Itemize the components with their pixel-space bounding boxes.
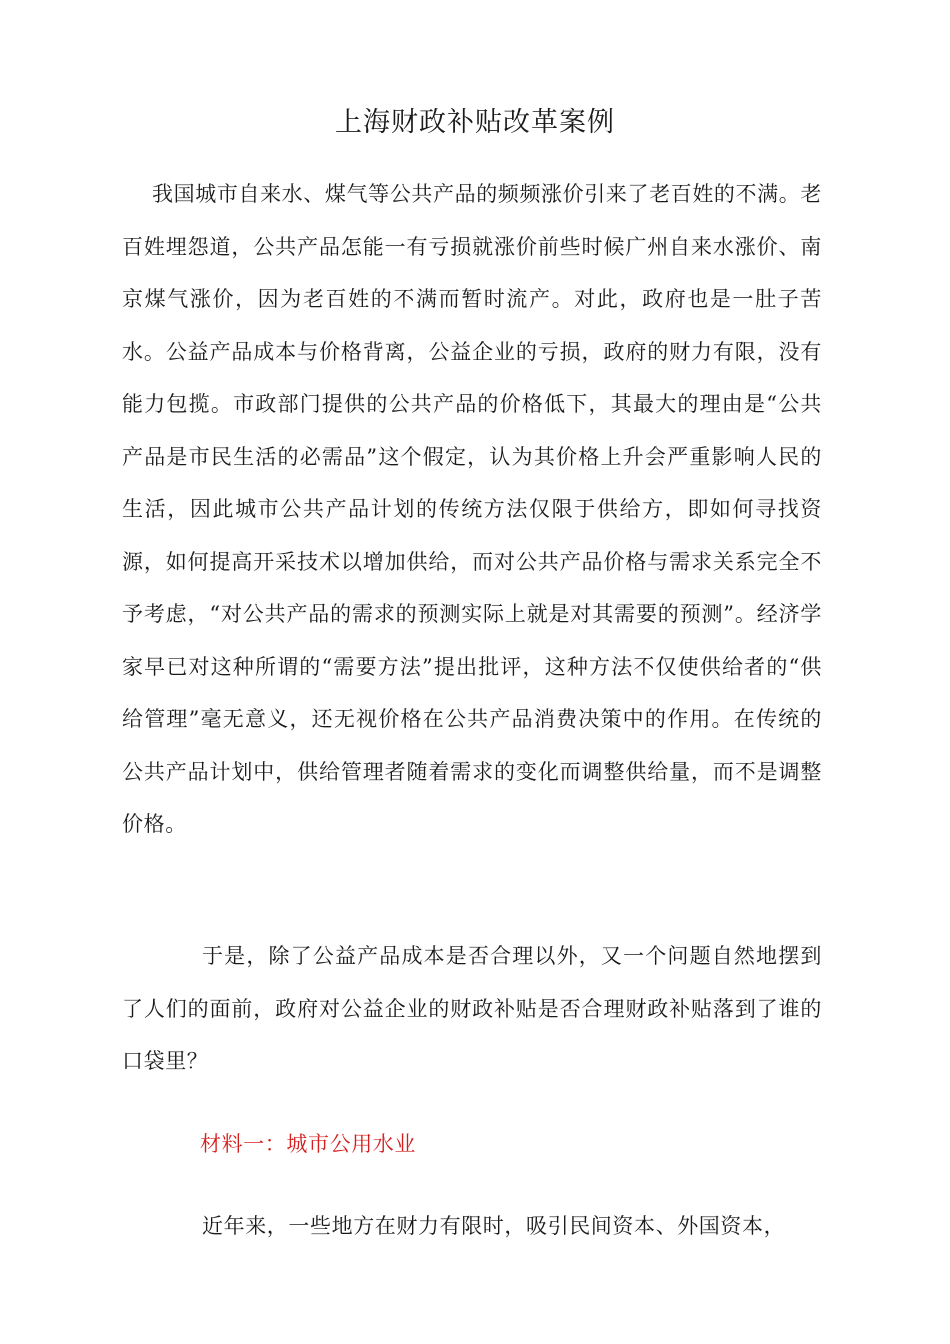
document-title: 上海财政补贴改革案例 [335, 107, 615, 138]
section-heading-material-1: 材料一：城市公用水业 [200, 1132, 416, 1156]
paragraph-material-1: 近年来，一些地方在财力有限时，吸引民间资本、外国资本， [202, 1214, 786, 1238]
paragraph-intro: 我国城市自来水、煤气等公共产品的频频涨价引来了老百姓的不满。老百姓埋怨道，公共产品怎能一有亏损就涨价前些时候广州自来水涨价、南京煤气涨价，因为老百姓的不满而暂时流产。对此，政府也是一肚子苦水。公益产品成本与价格背离，公益企业的亏损，政府的财力有限，没有能力包揽。市政部门提供的公共产品的价格低下，其最大的理由是“公共产品是市民生活的必需品”这个假定，认为其价格上升会严重影响人民的生活，因此城市公共产品计划的传统方法仅限于供给方，即如何寻找资源，如何提高开采技术以增加供给，而对公共产品价格与需求关系完全不予考虑，“对公共产品的需求的预测实际上就是对其需要的预测”。经济学家早已对这种所谓的“需要方法”提出批评，这种方法不仅使供给者的“供给管理”毫无意义，还无视价格在公共产品消费决策中的作用。在传统的公共产品计划中，供给管理者随着需求的变化而调整供给量，而不是调整价格。 [122, 182, 822, 836]
paragraph-question: 于是，除了公益产品成本是否合理以外，又一个问题自然地摆到了人们的面前，政府对公益企业的财政补贴是否合理财政补贴落到了谁的口袋里？ [122, 944, 822, 1073]
